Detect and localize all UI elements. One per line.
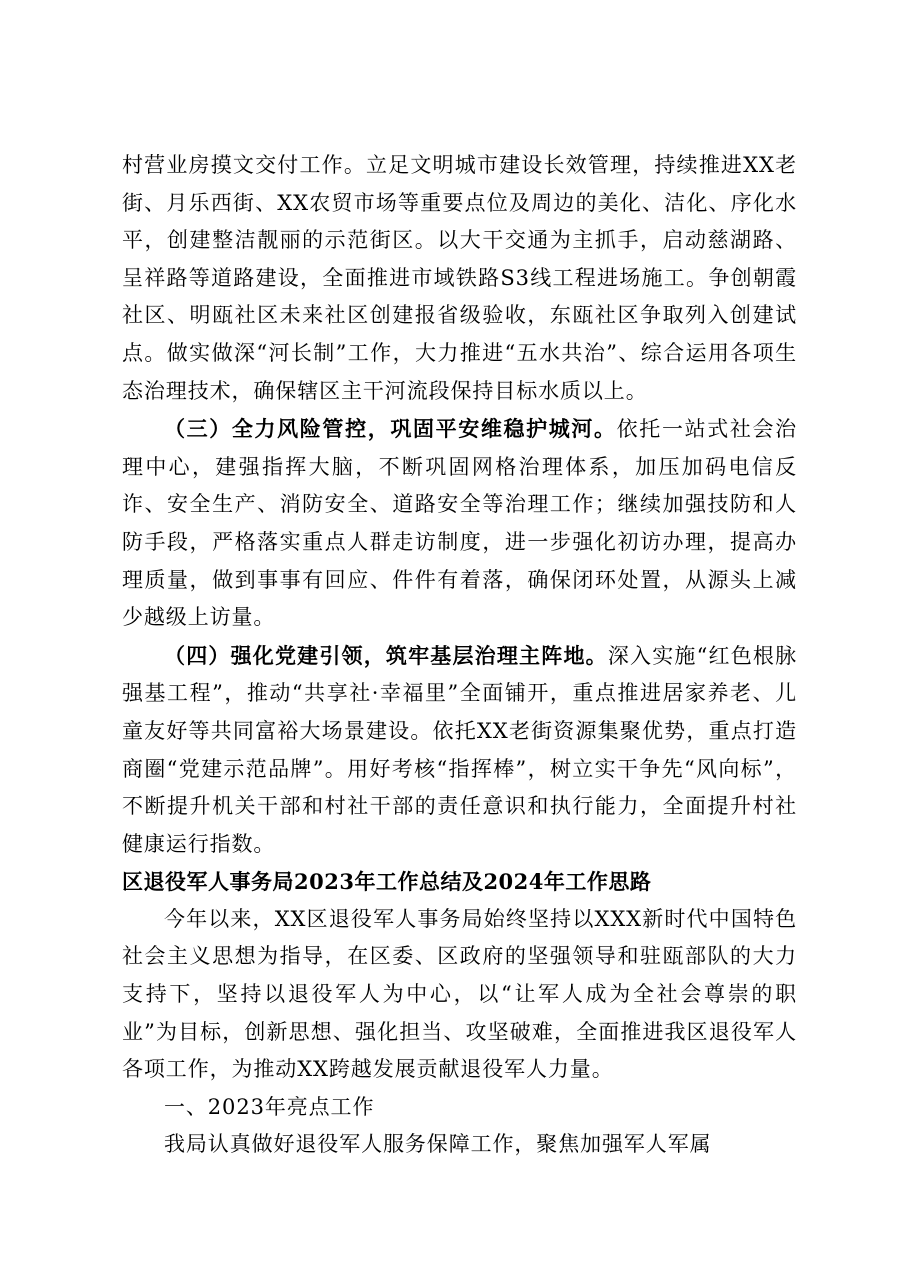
paragraph-risk-control bbox=[122, 410, 797, 637]
document-body bbox=[122, 147, 797, 1164]
paragraph-service-guarantee: 我局认真做好退役军人服务保障工作，聚焦加强军人军属 bbox=[164, 1132, 712, 1157]
section-heading-highlights: 一、2023年亮点工作 bbox=[164, 1094, 375, 1119]
document-title: 区退役军人事务局2023年工作总结及2024年工作思路 bbox=[122, 869, 652, 895]
paragraph-urban-construction: 村营业房摸文交付工作。立足文明城市建设长效管理，持续推进XX老街、月乐西街、XX农贸市场等重要点位及周边的美化、洁化、序化水平，创建整洁靓丽的示范街区。以大干交通为主抓手，启动慈湖路、呈祥路等道路建设，全面推进市域铁路S3线工程进场施工。争创朝霞社区、明瓯社区未来社区创建报省级验收，东瓯社区争取列入创建试点。做实做深“河长制”工作，大力推进“五水共治”、综合运用各项生态治理技术，确保辖区主干河流段保持目标水质以上。 bbox=[122, 153, 797, 403]
paragraph-party-building-body: 深入实施“红色根脉强基工程”，推动“共享社·幸福里”全面铺开，重点推进居家养老、儿童友好等共同富裕大场景建设。依托XX老街资源集聚优势，重点打造商圈“党建示范品牌”。用好考核“指挥棒”，树立实干争先“风向标”，不断提升机关干部和村社干部的责任意识和执行能力，全面提升村社健康运行指数。 bbox=[122, 643, 797, 856]
paragraph-party-building-lead: （四）强化党建引领，筑牢基层治理主阵地。 bbox=[164, 642, 608, 668]
paragraph-party-building bbox=[122, 637, 797, 864]
paragraph-introduction: 今年以来，XX区退役军人事务局始终坚持以XXX新时代中国特色社会主义思想为指导，在区委、区政府的坚强领导和驻瓯部队的大力支持下，坚持以退役军人为中心，以“让军人成为全社会尊崇的职业”为目标，创新思想、强化担当、攻坚破难，全面推进我区退役军人各项工作，为推动XX跨越发展贡献退役军人力量。 bbox=[122, 906, 797, 1082]
paragraph-risk-control-body: 依托一站式社会治理中心，建强指挥大脑，不断巩固网格治理体系，加压加码电信反诈、安全生产、消防安全、道路安全等治理工作；继续加强技防和人防手段，严格落实重点人群走访制度，进一步强化初访办理，提高办理质量，做到事事有回应、件件有着落，确保闭环处置，从源头上减少越级上访量。 bbox=[122, 417, 798, 630]
paragraph-risk-control-lead: （三）全力风险管控，巩固平安维稳护城河。 bbox=[164, 416, 617, 442]
